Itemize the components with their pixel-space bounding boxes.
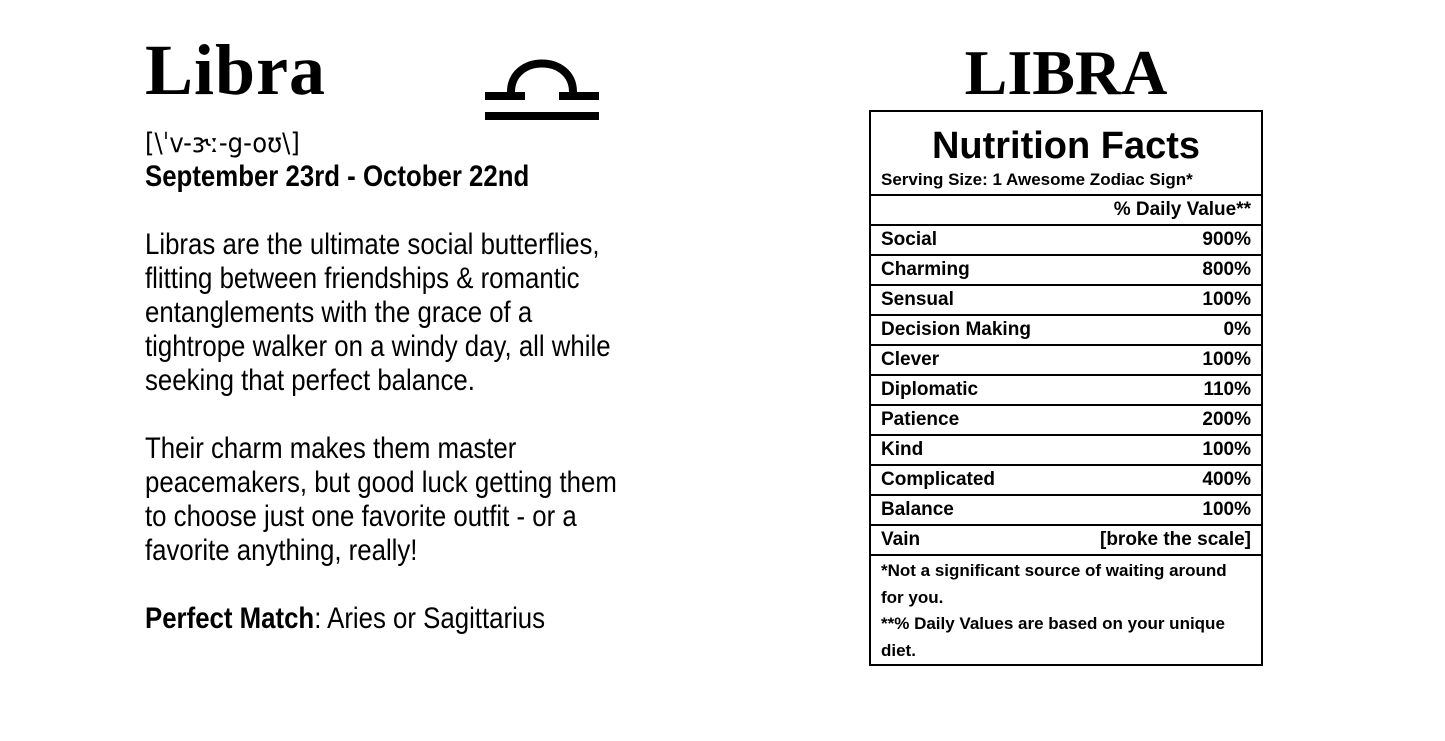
serving-size: Serving Size: 1 Awesome Zodiac Sign* (871, 168, 1261, 196)
label-title: LIBRA (964, 37, 1168, 108)
nutrient-row (871, 286, 1261, 316)
nutrient-value: 100% (1202, 349, 1251, 370)
libra-description (145, 30, 665, 636)
nutrient-rows (871, 226, 1261, 556)
perfect-match-value: : Aries or Sagittarius (314, 602, 546, 635)
nutrient-row (871, 226, 1261, 256)
description-paragraph-2: Their charm makes them master peacemakers, but good luck getting them to choose just one favorite outfit - or a favorite anything, really! (145, 432, 617, 567)
nutrient-value: 900% (1202, 229, 1251, 250)
nutrient-row (871, 406, 1261, 436)
footnote-2: **% Daily Values are based on your unique diet. (881, 614, 1225, 660)
nutrient-value: 0% (1223, 319, 1251, 340)
nutrition-facts-heading: Nutrition Facts (931, 125, 1201, 167)
date-range: September 23rd - October 22nd (145, 160, 530, 193)
libra-symbol-icon (485, 40, 599, 124)
nutrient-row (871, 316, 1261, 346)
nutrient-name: Social (881, 229, 937, 250)
sign-title: Libra (145, 30, 327, 110)
nutrient-name: Charming (881, 259, 970, 280)
nutrient-name: Sensual (881, 289, 954, 310)
phonetic-pronunciation: [\ˈv-ɝː-g-oʊ\] (145, 128, 300, 159)
nutrient-name: Diplomatic (881, 379, 979, 400)
nutrient-name: Vain (881, 529, 921, 550)
nutrient-name: Patience (881, 409, 960, 430)
nutrient-value: 400% (1202, 469, 1251, 490)
nutrient-name: Decision Making (881, 319, 1031, 340)
nutrient-value: 100% (1202, 289, 1251, 310)
footnote-1: *Not a significant source of waiting around for you. (881, 561, 1227, 607)
nutrient-row (871, 436, 1261, 466)
nutrient-value: 100% (1202, 499, 1251, 520)
perfect-match-label: Perfect Match (145, 602, 315, 635)
nutrition-facts-label (869, 110, 1263, 666)
nutrient-value: [broke the scale] (1100, 529, 1251, 550)
nutrient-value: 100% (1202, 439, 1251, 460)
nutrient-row (871, 256, 1261, 286)
nutrient-row (871, 526, 1261, 556)
nutrient-name: Clever (881, 349, 940, 370)
nutrient-name: Balance (881, 499, 954, 520)
nutrient-name: Kind (881, 439, 924, 460)
nutrient-value: 110% (1203, 379, 1251, 400)
nutrient-value: 800% (1202, 259, 1251, 280)
description-paragraph-1: Libras are the ultimate social butterflies, flitting between friendships & romantic entanglements with the grace of a tightrope walker on a windy day, all while seeking that perfect balance. (145, 228, 611, 397)
nutrient-row (871, 346, 1261, 376)
nutrient-row (871, 466, 1261, 496)
nutrient-row (871, 376, 1261, 406)
nutrient-row (871, 496, 1261, 526)
nutrient-name: Complicated (881, 469, 996, 490)
perfect-match (145, 602, 592, 636)
nutrient-value: 200% (1202, 409, 1251, 430)
daily-value-header: % Daily Value** (871, 196, 1261, 226)
